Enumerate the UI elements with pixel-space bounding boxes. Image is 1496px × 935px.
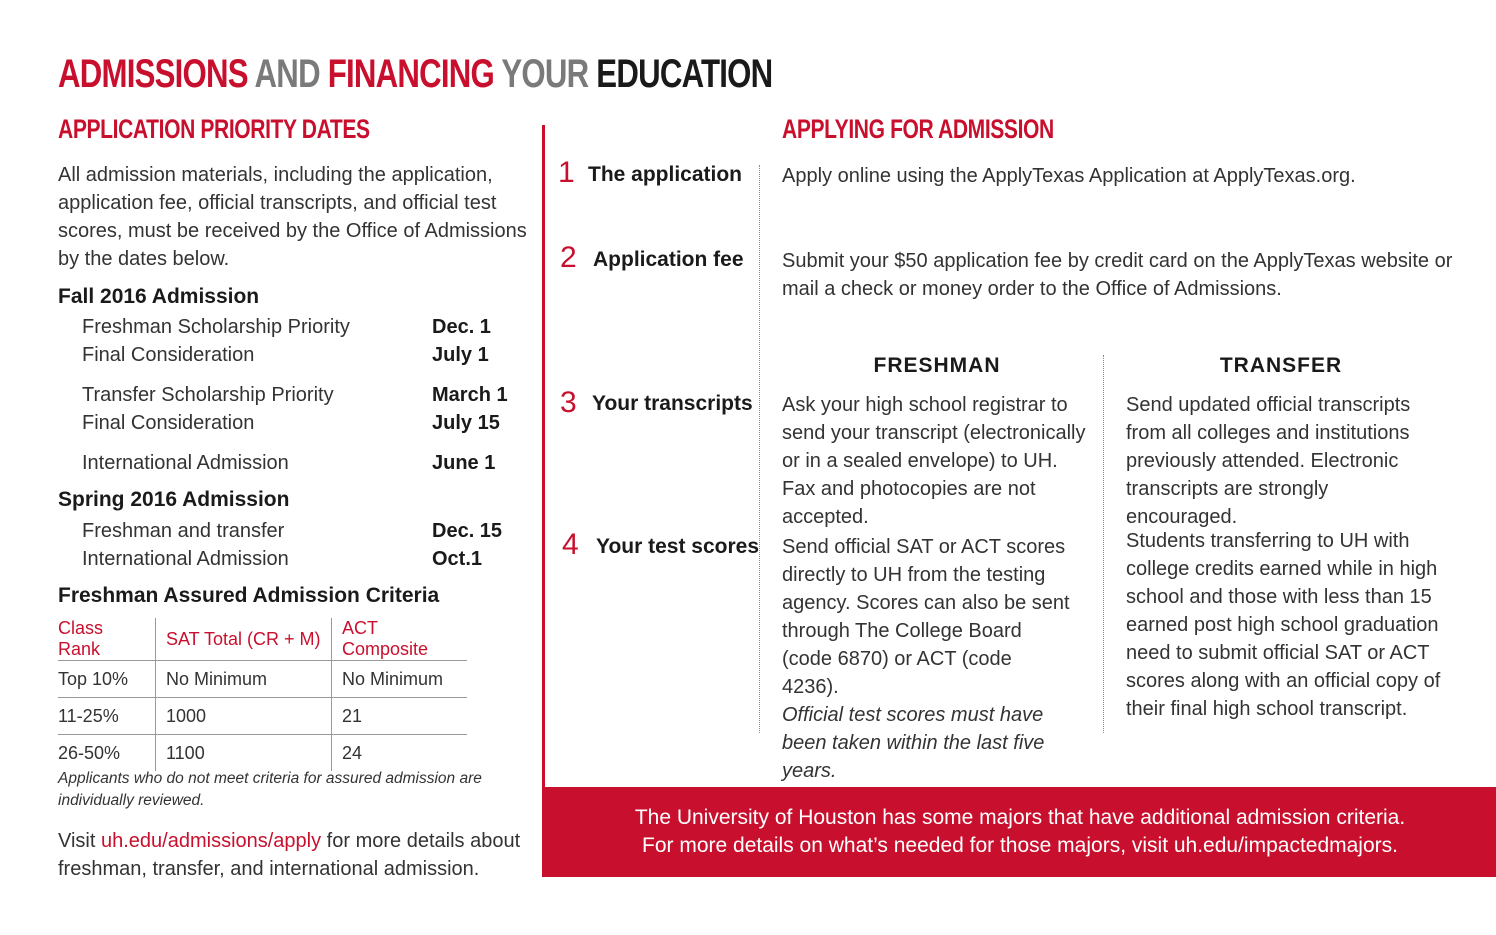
date-label: International Admission <box>82 548 289 570</box>
date-value: July 1 <box>432 344 489 366</box>
date-value: Dec. 1 <box>432 316 491 338</box>
table-row <box>58 698 467 735</box>
table-cell: 11-25% <box>58 698 156 735</box>
step-label: The application <box>588 163 743 186</box>
red-divider <box>542 125 545 877</box>
table-cell: No Minimum <box>156 661 332 698</box>
table-cell: 21 <box>332 698 468 735</box>
fall-admission-heading: Fall 2016 Admission <box>58 285 260 308</box>
banner-line: For more details on what’s needed for those majors, visit uh.edu/impactedmajors. <box>642 834 1398 857</box>
title-word-your: YOUR <box>501 52 589 96</box>
date-value: Oct.1 <box>432 548 483 570</box>
page-title <box>58 52 772 97</box>
column-header: SAT Total (CR + M) <box>156 618 332 661</box>
freshman-heading: FRESHMAN <box>873 354 1001 377</box>
column-header: Class Rank <box>58 618 104 659</box>
date-value: March 1 <box>432 384 508 406</box>
title-word-and: AND <box>254 52 320 96</box>
date-label: International Admission <box>82 452 289 474</box>
freshman-scores-text <box>782 533 1072 785</box>
date-value: June 1 <box>432 452 496 474</box>
date-label: Final Consideration <box>82 412 255 434</box>
date-row <box>82 449 512 477</box>
step-label: Your test scores <box>596 535 760 558</box>
transfer-transcripts-text: Send updated official transcripts from all colleges and institutions previously attended. Electronic transcripts are strongly encouraged. <box>1126 394 1411 528</box>
table-cell: No Minimum <box>332 661 468 698</box>
title-word-financing: FINANCING <box>327 52 495 96</box>
title-word-education: EDUCATION <box>596 52 773 96</box>
step-label: Application fee <box>593 248 744 271</box>
admissions-apply-link[interactable]: uh.edu/admissions/apply <box>100 830 322 852</box>
date-value: Dec. 15 <box>432 520 503 542</box>
banner-line: The University of Houston has some majors that have additional admission criteria. <box>634 806 1406 829</box>
step-text: Apply online using the ApplyTexas Application at ApplyTexas.org. <box>782 165 1356 187</box>
visit-text <box>58 827 530 883</box>
table-cell: 1000 <box>156 698 332 735</box>
date-row <box>82 517 512 545</box>
table-cell: 26-50% <box>58 735 156 772</box>
transfer-heading: TRANSFER <box>1219 354 1343 377</box>
date-label: Freshman and transfer <box>82 520 285 542</box>
step-number: 3 <box>560 386 577 419</box>
date-row <box>82 381 512 409</box>
table-header-row <box>58 618 467 661</box>
step-text: Submit your $50 application fee by credit card on the ApplyTexas website or mail a check or money order to the Office of Admissions. <box>782 250 1453 300</box>
table-row <box>58 735 467 772</box>
table-cell: 24 <box>332 735 468 772</box>
step-number: 2 <box>560 241 577 274</box>
date-label: Freshman Scholarship Priority <box>82 316 350 338</box>
criteria-heading: Freshman Assured Admission Criteria <box>58 584 440 607</box>
table-row <box>58 661 467 698</box>
date-row <box>82 409 512 437</box>
step-label: Your transcripts <box>592 392 753 415</box>
step-number: 4 <box>562 528 579 561</box>
spring-admission-heading: Spring 2016 Admission <box>58 488 290 511</box>
table-cell: Top 10% <box>58 661 156 698</box>
freshman-scores-body: Send official SAT or ACT scores directly to UH from the testing agency. Scores can also be sent through The College Board (code 6870) or ACT (code 4236). <box>782 536 1070 698</box>
dotted-divider <box>1103 355 1104 733</box>
priority-dates-heading: APPLICATION PRIORITY DATES <box>58 114 370 144</box>
freshman-scores-note: Official test scores must have been taken within the last five years. <box>782 704 1045 782</box>
table-cell: 1100 <box>156 735 332 772</box>
date-label: Transfer Scholarship Priority <box>82 384 334 406</box>
dotted-divider <box>759 165 760 733</box>
title-word-admissions: ADMISSIONS <box>58 52 248 96</box>
date-row <box>82 545 512 573</box>
date-row <box>82 313 512 341</box>
date-row <box>82 341 512 369</box>
freshman-transcripts-text: Ask your high school registrar to send your transcript (electronically or in a sealed envelope) to UH. Fax and photocopies are not accepted. <box>782 394 1086 528</box>
criteria-note: Applicants who do not meet criteria for assured admission are individually reviewed. <box>58 770 482 809</box>
transfer-scores-text: Students transferring to UH with college credits earned while in high school and those with less than 15 earned post high school graduation need to submit official SAT or ACT scores along with an official copy of their final high school transcript. <box>1126 530 1441 720</box>
criteria-table <box>58 618 467 771</box>
visit-prefix: Visit <box>58 830 101 852</box>
visit-suffix: for more details about freshman, transfer, and international admission. <box>58 830 521 880</box>
applying-heading: APPLYING FOR ADMISSION <box>782 114 1054 144</box>
column-header: ACT Composite <box>332 618 468 661</box>
date-label: Final Consideration <box>82 344 255 366</box>
date-value: July 15 <box>432 412 500 434</box>
impacted-majors-banner <box>544 787 1496 877</box>
step-number: 1 <box>558 156 575 189</box>
priority-intro: All admission materials, including the application, application fee, official transcripts, and official test scores, must be received by the Office of Admissions by the dates below. <box>58 164 527 270</box>
